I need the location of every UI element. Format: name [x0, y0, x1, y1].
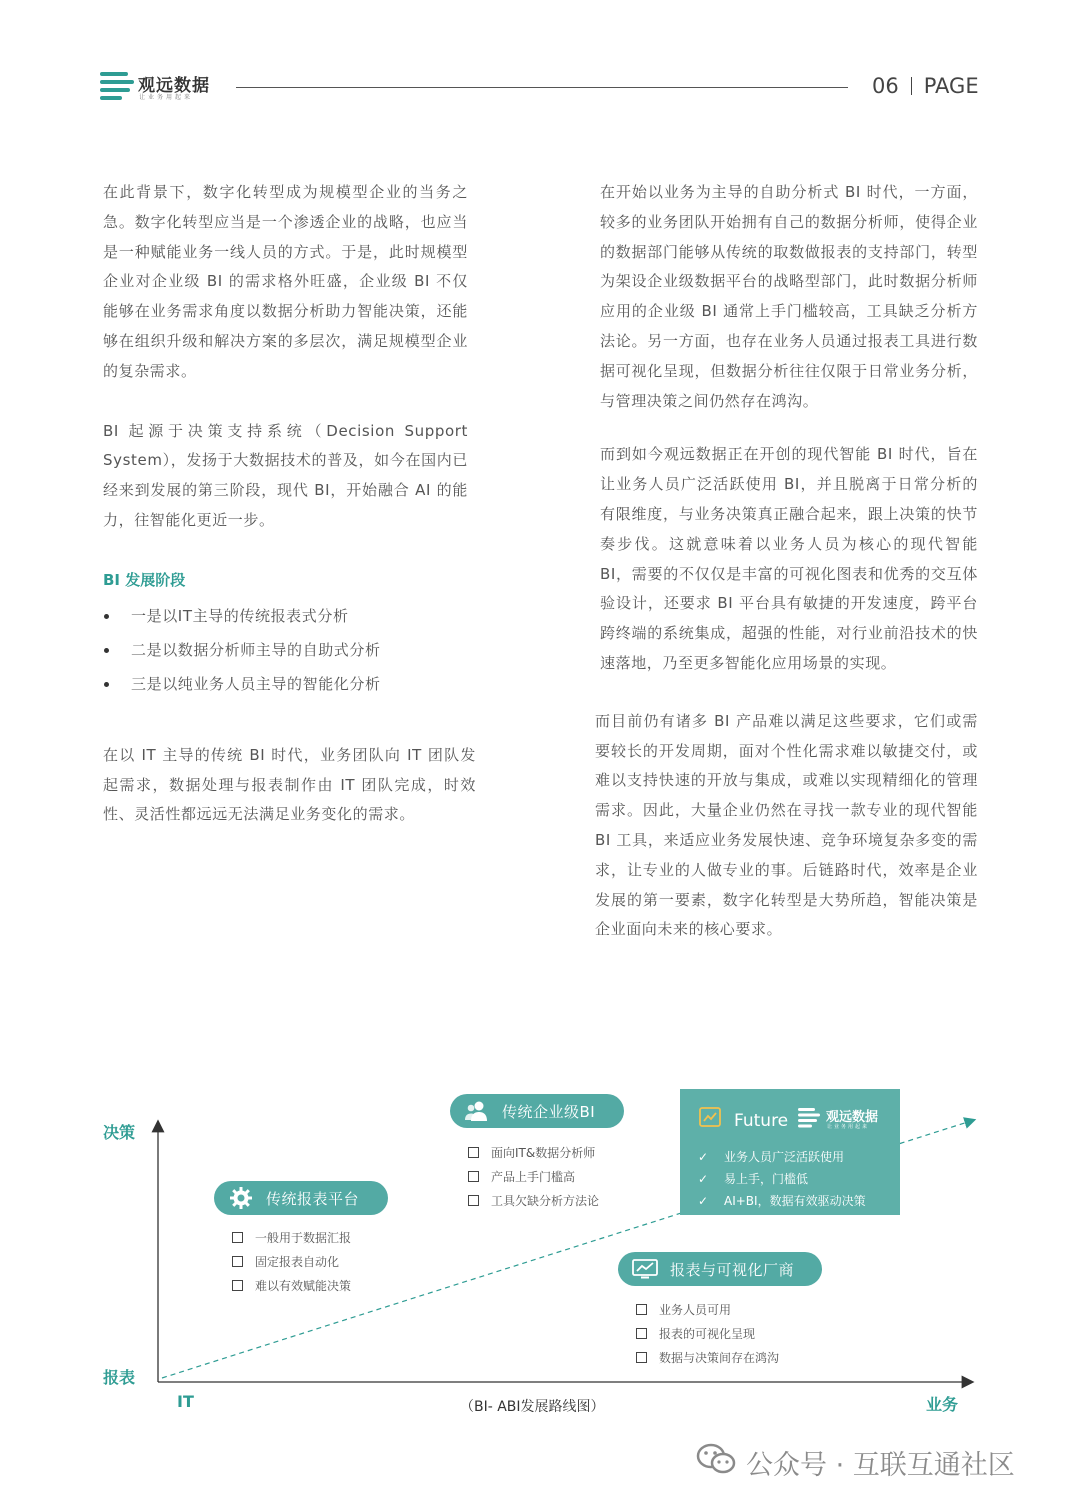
brand-logo-icon: [100, 72, 134, 102]
page-separator: [911, 77, 912, 95]
stage-traditional-report-list: [231, 1226, 351, 1298]
left-paragraph-2: BI 起源于决策支持系统（Decision Support System），发扬于大数据技术的普及，如今在国内已经来到发展的第三阶段，现代 BI，开始融合 AI 的能力，往智能化更近一步。: [103, 421, 468, 529]
bi-roadmap-diagram: [100, 1080, 990, 1430]
right-paragraph-3: 而目前仍有诸多 BI 产品难以满足这些要求，它们或需要较长的开发周期，面对个性化需求难以敏捷交付，或难以支持快速的开放与集成，或难以实现精细化的管理需求。因此，大量企业仍然在寻找一款专业的现代智能 BI 工具，来适应业务发展快速、竞争环境复杂多变的需求，让专业的人做专业的事。后链路时代，效率是企业发展的第一要素，数字化转型是大势所趋，智能决策是企业面向未来的核心要求。: [595, 711, 978, 939]
list-item: 固定报表自动化: [231, 1250, 351, 1274]
x-axis-left-label: IT: [177, 1392, 194, 1411]
watermark-text: 公众号 · 互联互通社区: [746, 1450, 1015, 1481]
list-item: 数据与决策间存在鸿沟: [635, 1346, 779, 1370]
gear-icon: [224, 1181, 258, 1215]
left-paragraph-1: 在此背景下，数字化转型成为规模型企业的当务之急。数字化转型应当是一个渗透企业的战略，也应当是一种赋能业务一线人员的方式。于是，此时规模型企业对企业级 BI 的需求格外旺盛，企业级 BI 不仅能够在业务需求角度以数据分析助力智能决策，还能够在组织升级和解决方案的多层次，满足规模型企业的复杂需求。: [103, 183, 468, 380]
list-item: 难以有效赋能决策: [231, 1274, 351, 1298]
users-icon: [460, 1094, 494, 1128]
left-paragraph-4: 在以 IT 主导的传统 BI 时代，业务团队向 IT 团队发起需求，数据处理与报表制作由 IT 团队完成，时效性、灵活性都远远无法满足业务变化的需求。: [103, 745, 476, 824]
section-heading: BI 发展阶段: [103, 570, 186, 589]
list-item: 一般用于数据汇报: [231, 1226, 351, 1250]
future-brand-logo-icon: [798, 1108, 820, 1132]
list-item: 一是以IT主导的传统报表式分析: [103, 599, 468, 633]
future-stage-list: [698, 1146, 866, 1212]
list-item: 产品上手门槛高: [467, 1165, 599, 1189]
left-column: [103, 178, 476, 830]
right-column: [595, 178, 978, 945]
list-item: 业务人员可用: [635, 1298, 779, 1322]
watermark: [696, 1442, 1015, 1483]
chart-board-icon: [698, 1105, 722, 1133]
future-brand-slogan: 让业务用起来: [827, 1124, 870, 1130]
list-item: 三是以纯业务人员主导的智能化分析: [103, 667, 468, 701]
header-divider: [236, 87, 848, 88]
brand-slogan: 让业务用起来: [139, 94, 194, 101]
list-item: 报表的可视化呈现: [635, 1322, 779, 1346]
page-number-label: [872, 74, 979, 98]
stage-title: 传统报表平台: [266, 1189, 360, 1208]
list-item: 面向IT&数据分析师: [467, 1141, 599, 1165]
list-item: ✓ 业务人员广泛活跃使用: [698, 1146, 866, 1168]
stage-report-visualization-list: [635, 1298, 779, 1370]
y-axis-bottom-label: 报表: [103, 1368, 136, 1387]
y-axis-top-label: 决策: [103, 1123, 136, 1142]
list-item: ✓ AI+BI，数据有效驱动决策: [698, 1190, 866, 1212]
x-axis-right-label: 业务: [926, 1395, 959, 1414]
diagram-caption: （BI- ABI发展路线图）: [460, 1399, 605, 1415]
list-item: 二是以数据分析师主导的自助式分析: [103, 633, 468, 667]
brand-name: 观远数据: [138, 76, 210, 96]
stage-title: 传统企业级BI: [502, 1102, 596, 1121]
stage-traditional-enterprise-bi-pill: [450, 1094, 624, 1128]
stage-traditional-enterprise-bi-list: [467, 1141, 599, 1213]
future-brand-name: 观远数据: [826, 1110, 879, 1125]
stage-title: 报表与可视化厂商: [670, 1260, 795, 1279]
stage-bullet-list: [103, 599, 468, 701]
page-number: 06: [872, 74, 899, 98]
list-item: 工具欠缺分析方法论: [467, 1189, 599, 1213]
stage-report-visualization-pill: [618, 1252, 822, 1286]
wechat-icon: [696, 1442, 736, 1483]
right-paragraph-1: 在开始以业务为主导的自助分析式 BI 时代，一方面，较多的业务团队开始拥有自己的数据分析师，使得企业的数据部门能够从传统的取数做报表的支持部门，转型为架设企业级数据平台的战略型部门，此时数据分析师应用的企业级 BI 通常上手门槛较高，工具缺乏分析方法论。另一方面，也存在业务人员通过报表工具进行数据可视化呈现，但数据分析往往仅限于日常业务分析，与管理决策之间仍然存在鸿沟。: [600, 183, 978, 410]
list-item: ✓ 易上手，门槛低: [698, 1168, 866, 1190]
stage-traditional-report-pill: [214, 1181, 388, 1215]
page-word: PAGE: [923, 74, 979, 98]
right-paragraph-2: 而到如今观远数据正在开创的现代智能 BI 时代，旨在让业务人员广泛活跃使用 BI，并且脱离于日常分析的有限维度，与业务决策真正融合起来，跟上决策的快节奏步伐。这就意味着以业务人员为核心的现代智能 BI，需要的不仅仅是丰富的可视化图表和优秀的交互体验设计，还要求 BI 平台具有敏捷的开发速度，跨平台跨终端的系统集成，超强的性能，对行业前沿技术的快速落地，乃至更多智能化应用场景的实现。: [600, 445, 978, 672]
chart-screen-icon: [628, 1252, 662, 1286]
future-stage-box: [680, 1089, 900, 1215]
future-title: Future: [734, 1111, 789, 1131]
